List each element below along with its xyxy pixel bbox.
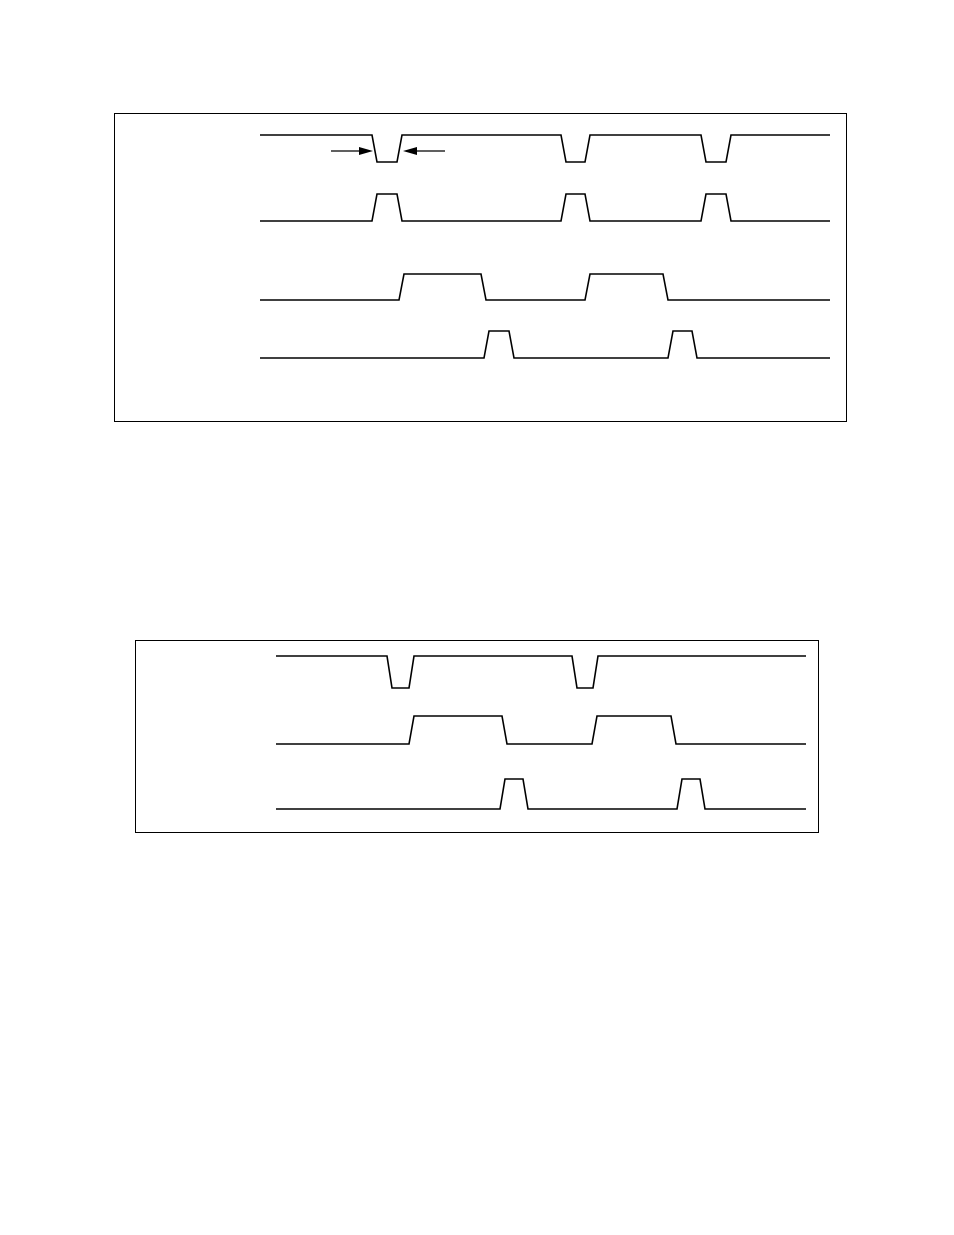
timing-diagram-1-signal-2-waveform bbox=[260, 194, 830, 221]
timing-diagram-1-signal-1-waveform bbox=[260, 135, 830, 162]
timing-diagram-2-signal-1-waveform bbox=[276, 656, 806, 688]
timing-diagram-1-signal-3-waveform bbox=[260, 274, 830, 300]
timing-diagram-2-signal-3-waveform bbox=[276, 779, 806, 809]
timing-diagram-2 bbox=[276, 656, 806, 809]
timing-diagram-1 bbox=[260, 135, 830, 358]
timing-diagram-1-signal-4-waveform bbox=[260, 331, 830, 358]
pulse-width-arrow-left-head bbox=[359, 147, 373, 155]
pulse-width-arrow-right-head bbox=[403, 147, 417, 155]
timing-diagram-2-signal-2-waveform bbox=[276, 716, 806, 744]
